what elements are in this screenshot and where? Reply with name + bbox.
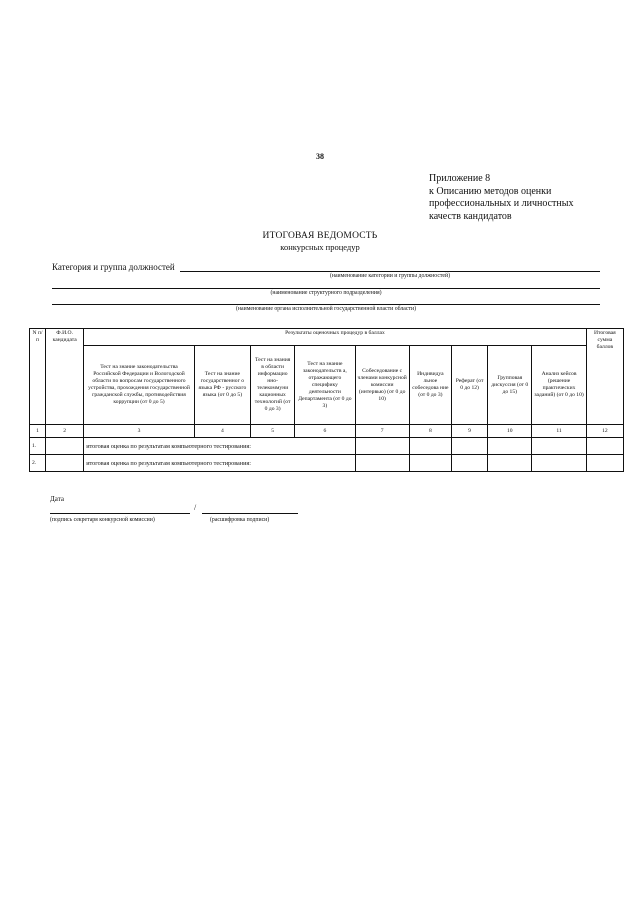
subheader-law-test: Тест на знание законодательства Российской Федерации и Вологодской области по вопросам государственного устройства, прохождения государственной гражданской службы, противодействия коррупции (от 0 до 5) bbox=[84, 346, 195, 425]
date-label: Дата bbox=[50, 495, 64, 503]
authority-caption: (наименование органа исполнительной государственной власти области) bbox=[235, 306, 417, 312]
subheader-essay: Реферат (от 0 до 12) bbox=[451, 346, 487, 425]
document-subtitle: конкурсных процедур bbox=[280, 242, 360, 252]
subheader-department-law-test: Тест на знание законодательств а, отражающего специфику деятельности Департамента (от 0 до 3) bbox=[295, 346, 355, 425]
authority-fill-line bbox=[52, 304, 600, 305]
header-num: N п/п bbox=[30, 329, 46, 425]
subheader-case-analysis: Анализ кейсов (решение практических заданий) (от 0 до 10) bbox=[532, 346, 586, 425]
division-caption: (наименование структурного подразделения) bbox=[270, 290, 382, 296]
column-number: 7 bbox=[355, 425, 409, 438]
column-number: 9 bbox=[451, 425, 487, 438]
fio-cell[interactable] bbox=[46, 438, 84, 455]
column-number: 4 bbox=[194, 425, 250, 438]
column-number: 11 bbox=[532, 425, 586, 438]
appendix-note bbox=[429, 173, 573, 223]
subheader-commission-interview: Собеседование с членами конкурсной комиссии (интервью) (от 0 до 10) bbox=[355, 346, 409, 425]
column-number: 5 bbox=[251, 425, 295, 438]
header-results-group: Результаты оценочных процедур в баллах bbox=[84, 329, 586, 346]
score-cell[interactable] bbox=[355, 455, 409, 472]
score-cell[interactable] bbox=[409, 438, 451, 455]
header-total: Итоговая сумма баллов bbox=[586, 329, 623, 425]
subheader-language-test: Тест на знание государственног о языка РФ - русского языка (от 0 до 5) bbox=[194, 346, 250, 425]
signature-caption: (подпись секретаря конкурсной комиссии) bbox=[50, 517, 155, 523]
appendix-line-3: профессиональных и личностных bbox=[429, 198, 574, 209]
header-row bbox=[30, 329, 624, 346]
document-title: ИТОГОВАЯ ВЕДОМОСТЬ bbox=[262, 231, 378, 241]
signature-decoding-caption: (расшифровка подписи) bbox=[210, 517, 270, 523]
signature-line[interactable] bbox=[50, 513, 190, 514]
subheader-ict-test: Тест на знания в области информацио нно-телекоммуни кационных технологий (от 0 до 3) bbox=[251, 346, 295, 425]
score-cell[interactable] bbox=[532, 455, 586, 472]
header-fio: Ф.И.О. кандидата bbox=[46, 329, 84, 425]
column-number: 12 bbox=[586, 425, 623, 438]
score-cell[interactable] bbox=[488, 455, 532, 472]
score-cell[interactable] bbox=[409, 455, 451, 472]
signature-decoding-line[interactable] bbox=[202, 513, 298, 514]
column-number: 2 bbox=[46, 425, 84, 438]
page-number: 38 bbox=[316, 152, 324, 161]
score-cell[interactable] bbox=[451, 455, 487, 472]
fio-cell[interactable] bbox=[46, 455, 84, 472]
division-fill-line bbox=[52, 288, 600, 289]
results-table bbox=[29, 328, 624, 472]
column-number: 3 bbox=[84, 425, 195, 438]
subheader-row bbox=[30, 346, 624, 425]
signature-separator: / bbox=[194, 503, 197, 512]
row-description: итоговая оценка по результатам компьютерного тестирования: bbox=[84, 455, 355, 472]
column-number: 10 bbox=[488, 425, 532, 438]
total-cell[interactable] bbox=[586, 455, 623, 472]
appendix-line-1: Приложение 8 bbox=[429, 173, 491, 184]
score-cell[interactable] bbox=[355, 438, 409, 455]
score-cell[interactable] bbox=[451, 438, 487, 455]
subheader-individual-interview: Индивидуа льное собеседова ние (от 0 до 3) bbox=[409, 346, 451, 425]
category-label: Категория и группа должностей bbox=[52, 262, 175, 272]
score-cell[interactable] bbox=[488, 438, 532, 455]
total-cell[interactable] bbox=[586, 438, 623, 455]
category-caption: (наименование категории и группы должностей) bbox=[329, 273, 451, 279]
appendix-line-4: качеств кандидатов bbox=[429, 210, 512, 222]
row-description: итоговая оценка по результатам компьютерного тестирования: bbox=[84, 438, 355, 455]
table-row bbox=[30, 438, 624, 455]
category-fill-line bbox=[180, 271, 600, 272]
column-number-row bbox=[30, 425, 624, 438]
table-row bbox=[30, 455, 624, 472]
column-number: 1 bbox=[30, 425, 46, 438]
subheader-group-discussion: Групповая дискуссия (от 0 до 15) bbox=[488, 346, 532, 425]
column-number: 8 bbox=[409, 425, 451, 438]
column-number: 6 bbox=[295, 425, 355, 438]
row-number: 1. bbox=[30, 438, 46, 455]
appendix-line-2: к Описанию методов оценки bbox=[429, 185, 552, 197]
row-number: 2. bbox=[30, 455, 46, 472]
score-cell[interactable] bbox=[532, 438, 586, 455]
